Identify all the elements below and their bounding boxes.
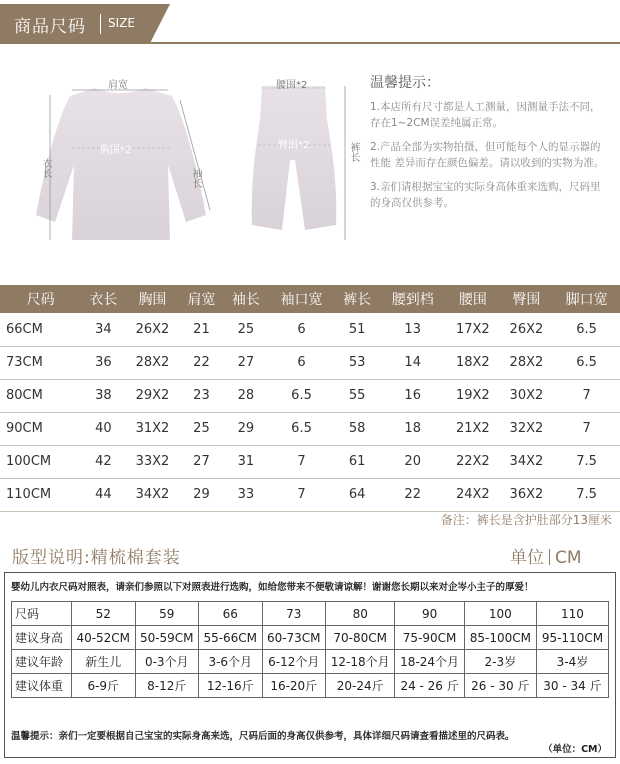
table-cell: 36X2 [500, 478, 554, 511]
reference-cell: 110 [536, 602, 608, 626]
size-table-header-row [0, 285, 620, 313]
garment-diagram [0, 50, 360, 260]
reference-cell: 66 [199, 602, 263, 626]
reference-cell: 18-24个月 [395, 650, 464, 674]
reference-cell: 60-73CM [262, 626, 326, 650]
table-cell: 64 [335, 478, 379, 511]
header-cell: 腰围 [446, 285, 500, 313]
table-cell: 21X2 [446, 412, 500, 445]
table-cell: 28 [224, 379, 268, 412]
table-row [0, 379, 620, 412]
header-cell: 臀围 [500, 285, 554, 313]
waist-label: 腰围*2 [276, 80, 308, 91]
reference-cell: 59 [135, 602, 199, 626]
table-cell: 27 [224, 346, 268, 379]
reference-cell: 12-18个月 [326, 650, 395, 674]
table-cell: 29X2 [126, 379, 180, 412]
reference-cell: 24 - 26 斤 [395, 674, 464, 698]
sleeve-label: 袖长 [190, 168, 201, 188]
table-cell: 22 [179, 346, 223, 379]
reference-row [12, 602, 609, 626]
reference-cell: 30 - 34 斤 [536, 674, 608, 698]
table-cell: 34X2 [126, 478, 180, 511]
reference-cell: 8-12斤 [135, 674, 199, 698]
table-cell: 22 [379, 478, 446, 511]
table-cell: 6 [268, 313, 335, 346]
reference-cell: 100 [464, 602, 536, 626]
table-cell: 6.5 [268, 412, 335, 445]
header-cell: 胸围 [126, 285, 180, 313]
reference-row [12, 674, 609, 698]
reference-cell: 70-80CM [326, 626, 395, 650]
reference-cell: 6-9斤 [72, 674, 136, 698]
tip-item: 3.亲们请根据宝宝的实际身高体重来选购，尺码里的身高仅供参考。 [370, 181, 601, 209]
table-cell: 32X2 [500, 412, 554, 445]
table-cell: 18 [379, 412, 446, 445]
unit-label: 单位 [510, 548, 544, 568]
reference-heading: 婴幼儿内衣尺码对照表，请亲们参照以下对照表进行选购，如给您带来不便敬请谅解！谢谢您长期以来对企岑小主子的厚爱！ [11, 582, 534, 593]
header-cell: 腰到档 [379, 285, 446, 313]
reference-cell: 26 - 30 斤 [464, 674, 536, 698]
table-cell: 29 [224, 412, 268, 445]
pants-length-label: 裤长 [348, 142, 359, 162]
table-cell: 6.5 [268, 379, 335, 412]
table-cell: 61 [335, 445, 379, 478]
table-cell: 16 [379, 379, 446, 412]
reference-cell: 2-3岁 [464, 650, 536, 674]
table-cell: 7.5 [553, 445, 620, 478]
reference-cell: 85-100CM [464, 626, 536, 650]
table-cell: 20 [379, 445, 446, 478]
header-divider [100, 14, 101, 34]
table-cell: 33 [224, 478, 268, 511]
reference-cell: 12-16斤 [199, 674, 263, 698]
section-header [0, 4, 620, 44]
reference-cell: 20-24斤 [326, 674, 395, 698]
reference-chart [4, 572, 616, 758]
table-cell: 31X2 [126, 412, 180, 445]
table-cell: 110CM [0, 478, 81, 511]
table-cell: 21 [179, 313, 223, 346]
note-text: 备注：裤长是含护肚部分13厘米 [440, 513, 612, 527]
table-cell: 18X2 [446, 346, 500, 379]
size-table [0, 285, 620, 512]
unit-divider [549, 549, 550, 565]
reference-cell: 75-90CM [395, 626, 464, 650]
table-cell: 31 [224, 445, 268, 478]
header-rule [150, 42, 620, 44]
tips-title: 温馨提示： [370, 75, 440, 91]
table-cell: 24X2 [446, 478, 500, 511]
reference-row-label: 尺码 [12, 602, 72, 626]
table-cell: 40 [81, 412, 125, 445]
table-row [0, 412, 620, 445]
table-cell: 36 [81, 346, 125, 379]
reference-row-label: 建议体重 [12, 674, 72, 698]
table-cell: 42 [81, 445, 125, 478]
reference-cell: 50-59CM [135, 626, 199, 650]
shirt-shape [36, 88, 206, 240]
reference-cell: 16-20斤 [262, 674, 326, 698]
reference-cell: 80 [326, 602, 395, 626]
table-cell: 90CM [0, 412, 81, 445]
table-cell: 22X2 [446, 445, 500, 478]
table-cell: 66CM [0, 313, 81, 346]
table-cell: 100CM [0, 445, 81, 478]
reference-row [12, 650, 609, 674]
tips-panel [370, 75, 610, 219]
table-cell: 34 [81, 313, 125, 346]
table-cell: 7.5 [553, 478, 620, 511]
hip-label: 臀围*2 [278, 140, 310, 151]
tip-item: 1.本店所有尺寸都是人工测量，因测量手法不同，存在1~2CM误差纯属正常。 [370, 101, 601, 129]
header-cell: 袖长 [224, 285, 268, 313]
reference-row-label: 建议年龄 [12, 650, 72, 674]
unit-value: CM [555, 548, 582, 568]
reference-row [12, 626, 609, 650]
reference-cell: 52 [72, 602, 136, 626]
table-cell: 13 [379, 313, 446, 346]
header-cell: 袖口宽 [268, 285, 335, 313]
table-cell: 23 [179, 379, 223, 412]
table-cell: 28X2 [126, 346, 180, 379]
table-cell: 27 [179, 445, 223, 478]
header-cell: 脚口宽 [553, 285, 620, 313]
table-cell: 7 [553, 412, 620, 445]
length-label: 衣长 [40, 158, 51, 178]
reference-cell: 40-52CM [72, 626, 136, 650]
table-cell: 7 [553, 379, 620, 412]
reference-cell: 0-3个月 [135, 650, 199, 674]
table-cell: 7 [268, 478, 335, 511]
reference-table [11, 601, 609, 698]
header-title: 商品尺码 [14, 17, 86, 37]
table-cell: 58 [335, 412, 379, 445]
table-cell: 19X2 [446, 379, 500, 412]
table-cell: 80CM [0, 379, 81, 412]
table-row [0, 313, 620, 346]
table-cell: 29 [179, 478, 223, 511]
table-cell: 34X2 [500, 445, 554, 478]
reference-cell: 55-66CM [199, 626, 263, 650]
table-row [0, 478, 620, 511]
reference-cell: 新生儿 [72, 650, 136, 674]
table-cell: 44 [81, 478, 125, 511]
table-cell: 26X2 [126, 313, 180, 346]
table-cell: 28X2 [500, 346, 554, 379]
table-cell: 6.5 [553, 313, 620, 346]
reference-cell: 3-6个月 [199, 650, 263, 674]
section-title: 版型说明:精梳棉套装 [12, 548, 181, 568]
table-cell: 6 [268, 346, 335, 379]
table-cell: 55 [335, 379, 379, 412]
header-cell: 肩宽 [179, 285, 223, 313]
table-cell: 51 [335, 313, 379, 346]
reference-cell: 6-12个月 [262, 650, 326, 674]
table-cell: 53 [335, 346, 379, 379]
table-cell: 6.5 [553, 346, 620, 379]
table-cell: 14 [379, 346, 446, 379]
pants-shape [252, 86, 337, 230]
reference-cell: 3-4岁 [536, 650, 608, 674]
table-cell: 73CM [0, 346, 81, 379]
reference-cell: 95-110CM [536, 626, 608, 650]
table-row [0, 445, 620, 478]
table-cell: 33X2 [126, 445, 180, 478]
chest-label: 胸围*2 [100, 145, 132, 156]
reference-footer: 温馨提示：亲们一定要根据自己宝宝的实际身高来选，尺码后面的身高仅供参考，具体详细尺码请查看描述里的尺码表。 [11, 731, 515, 742]
unit-indicator [510, 543, 582, 568]
table-cell: 17X2 [446, 313, 500, 346]
table-cell: 38 [81, 379, 125, 412]
reference-unit: （单位：CM） [543, 744, 607, 755]
header-cell: 衣长 [81, 285, 125, 313]
table-cell: 30X2 [500, 379, 554, 412]
header-cell: 裤长 [335, 285, 379, 313]
header-cell: 尺码 [0, 285, 81, 313]
header-subtitle: SIZE [108, 16, 135, 30]
table-row [0, 346, 620, 379]
reference-row-label: 建议身高 [12, 626, 72, 650]
table-cell: 7 [268, 445, 335, 478]
reference-cell: 73 [262, 602, 326, 626]
tip-item: 2.产品全部为实物拍摄，但可能每个人的显示器的性能 差异而存在颜色偏差。请以收到的实物为准。 [370, 141, 605, 169]
table-cell: 25 [224, 313, 268, 346]
table-cell: 26X2 [500, 313, 554, 346]
reference-cell: 90 [395, 602, 464, 626]
table-cell: 25 [179, 412, 223, 445]
shoulder-label: 肩宽 [108, 80, 128, 91]
